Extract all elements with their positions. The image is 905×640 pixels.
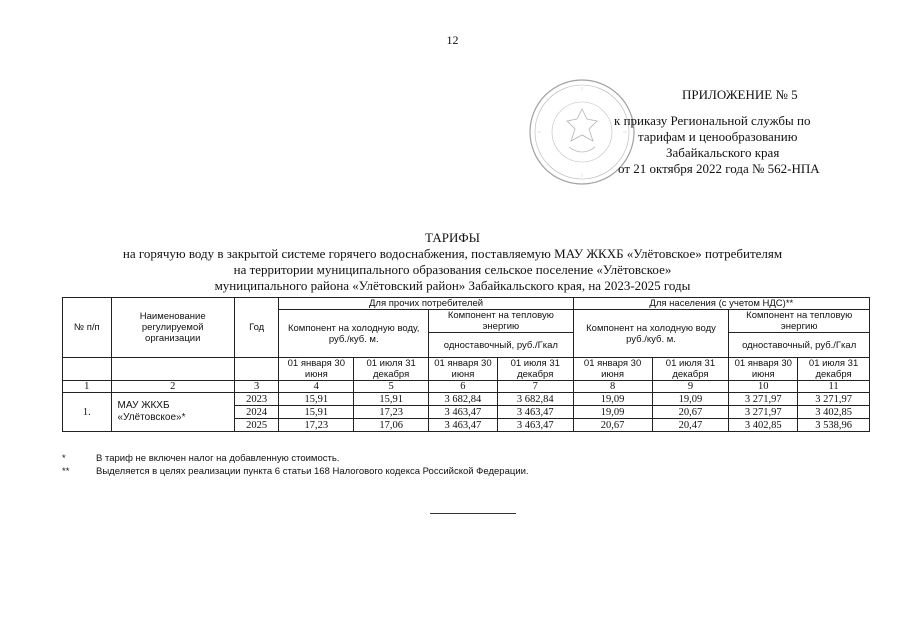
header-num: № п/п <box>63 298 112 358</box>
tariff-value: 17,06 <box>354 419 429 432</box>
header-org: Наименование регулируемой организации <box>111 298 234 358</box>
header-period: 01 июля 31 декабря <box>354 358 429 381</box>
header-other-consumers: Для прочих потребителей <box>279 298 573 310</box>
title-heading: ТАРИФЫ <box>425 230 480 245</box>
tariff-value: 3 463,47 <box>429 406 498 419</box>
column-number: 5 <box>354 381 429 393</box>
tariff-value: 3 402,85 <box>729 419 798 432</box>
tariff-value: 3 271,97 <box>729 406 798 419</box>
header-period: 01 января 30 июня <box>573 358 652 381</box>
tariff-value: 3 463,47 <box>429 419 498 432</box>
tariff-value: 15,91 <box>279 393 354 406</box>
tariff-value: 19,09 <box>573 393 652 406</box>
appendix-order-line: Забайкальского края <box>666 145 780 160</box>
column-number: 11 <box>798 381 870 393</box>
header-heat-other-unit: одноставочный, руб./Гкал <box>429 333 574 358</box>
footnote-text: В тариф не включен налог на добавленную стоимость. <box>96 453 340 464</box>
header-period: 01 июля 31 декабря <box>652 358 729 381</box>
org-name: МАУ ЖКХБ «Улётовское»* <box>111 393 234 432</box>
column-number: 7 <box>497 381 573 393</box>
tariff-value: 19,09 <box>652 393 729 406</box>
tariff-value: 15,91 <box>279 406 354 419</box>
header-period: 01 января 30 июня <box>429 358 498 381</box>
column-number: 3 <box>234 381 278 393</box>
header-period: 01 июля 31 декабря <box>798 358 870 381</box>
org-number: 1. <box>63 393 112 432</box>
tariff-value: 17,23 <box>354 406 429 419</box>
appendix-order-line: тарифам и ценообразованию <box>638 129 798 144</box>
header-heat-population: Компонент на тепловую энергию <box>729 310 870 333</box>
tariff-value: 3 463,47 <box>497 406 573 419</box>
header-year: Год <box>234 298 278 358</box>
header-cold-water-population: Компонент на холодную воду руб./куб. м. <box>573 310 729 358</box>
header-population: Для населения (с учетом НДС)** <box>573 298 869 310</box>
tariff-value: 20,67 <box>652 406 729 419</box>
appendix-number: ПРИЛОЖЕНИЕ № 5 <box>682 87 798 102</box>
tariff-value: 3 271,97 <box>729 393 798 406</box>
footnote-mark: ** <box>62 466 70 477</box>
appendix-order-date: от 21 октября 2022 года № 562-НПА <box>618 161 820 176</box>
header-blank <box>63 358 112 381</box>
year-cell: 2025 <box>234 419 278 432</box>
header-period: 01 января 30 июня <box>279 358 354 381</box>
footnote-text: Выделяется в целях реализации пункта 6 статьи 168 Налогового кодекса Российской Федерации. <box>96 466 529 477</box>
tariff-value: 3 271,97 <box>798 393 870 406</box>
title-line: на горячую воду в закрытой системе горячего водоснабжения, поставляемую МАУ ЖКХБ «Улётовское» потребителям <box>122 246 783 261</box>
column-number: 8 <box>573 381 652 393</box>
tariff-value: 20,47 <box>652 419 729 432</box>
column-number: 9 <box>652 381 729 393</box>
tariff-value: 19,09 <box>573 406 652 419</box>
year-cell: 2023 <box>234 393 278 406</box>
header-blank <box>234 358 278 381</box>
column-number: 1 <box>63 381 112 393</box>
tariff-value: 3 402,85 <box>798 406 870 419</box>
closing-rule <box>430 513 516 514</box>
footnotes <box>62 452 762 478</box>
tariff-value: 3 463,47 <box>497 419 573 432</box>
column-number: 2 <box>111 381 234 393</box>
tariff-value: 20,67 <box>573 419 652 432</box>
title-line: муниципального района «Улётовский район» Забайкальского края, на 2023-2025 годы <box>214 278 691 293</box>
appendix-order-line: к приказу Региональной службы по <box>614 113 811 128</box>
document-title <box>0 230 905 294</box>
footnote-mark: * <box>62 453 66 464</box>
year-cell: 2024 <box>234 406 278 419</box>
tariff-value: 15,91 <box>354 393 429 406</box>
column-number: 4 <box>279 381 354 393</box>
title-line: на территории муниципального образования сельское поселение «Улётовское» <box>233 262 672 277</box>
footnote <box>62 452 762 465</box>
column-number: 6 <box>429 381 498 393</box>
header-cold-water-other: Компонент на холодную воду, руб./куб. м. <box>279 310 429 358</box>
column-number: 10 <box>729 381 798 393</box>
header-heat-population-unit: одноставочный, руб./Гкал <box>729 333 870 358</box>
appendix-header <box>600 87 900 177</box>
tariff-table <box>62 297 870 432</box>
header-period: 01 января 30 июня <box>729 358 798 381</box>
tariff-value: 3 538,96 <box>798 419 870 432</box>
header-blank <box>111 358 234 381</box>
tariff-value: 3 682,84 <box>429 393 498 406</box>
header-period: 01 июля 31 декабря <box>497 358 573 381</box>
page-number: 12 <box>446 33 459 47</box>
header-heat-other: Компонент на тепловую энергию <box>429 310 574 333</box>
footnote <box>62 465 762 478</box>
tariff-value: 3 682,84 <box>497 393 573 406</box>
tariff-value: 17,23 <box>279 419 354 432</box>
